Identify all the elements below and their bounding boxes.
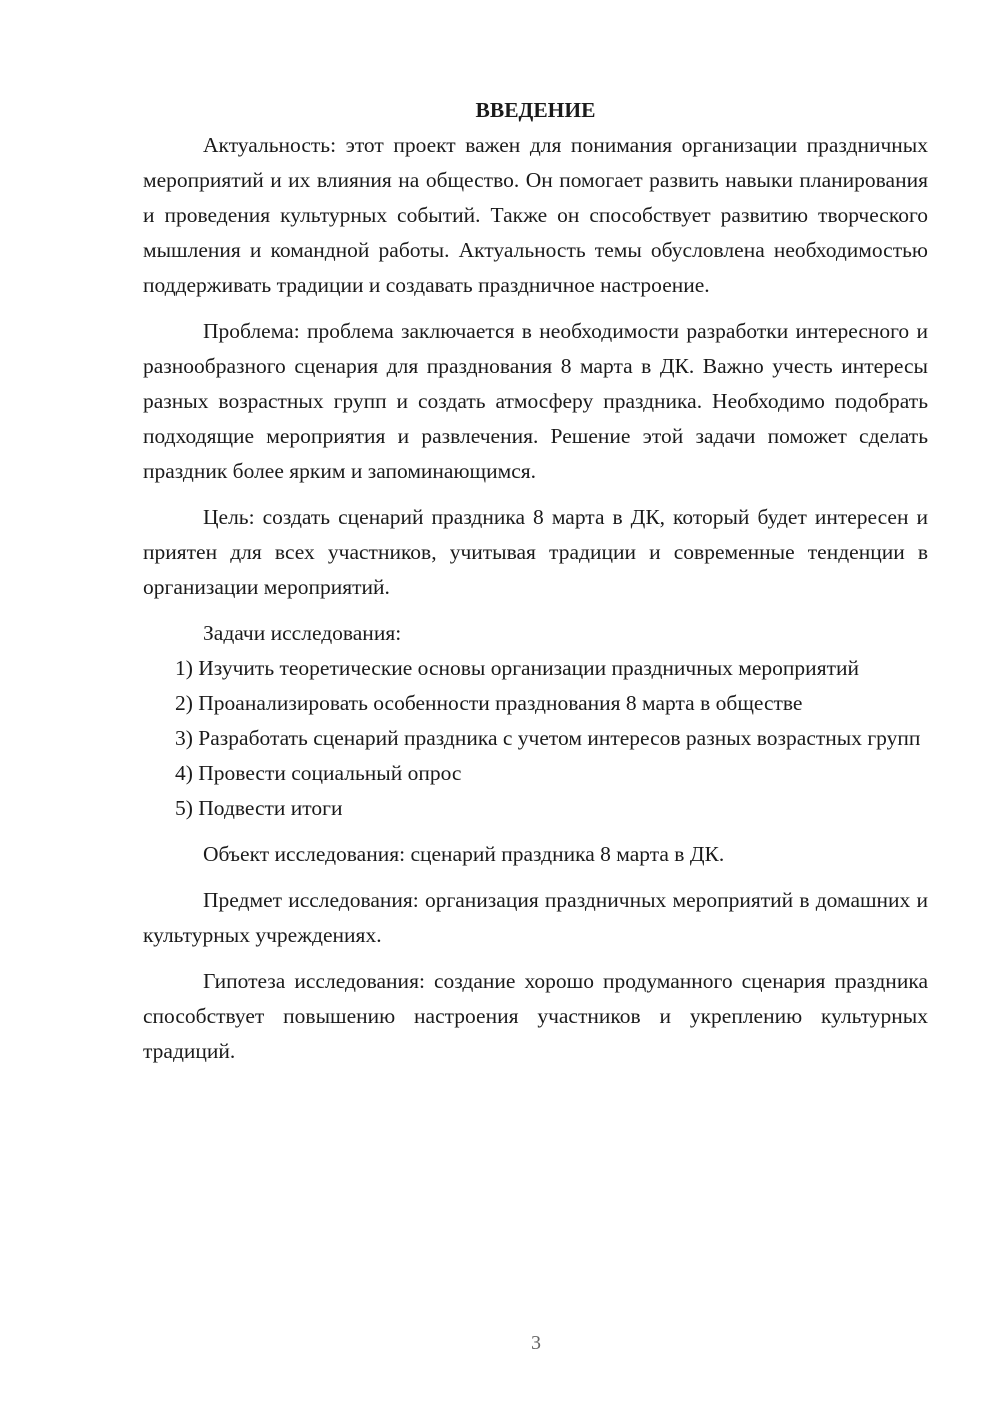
page-content [143, 93, 928, 1069]
paragraph-tasks-title: Задачи исследования: [203, 621, 402, 645]
section-heading: ВВЕДЕНИЕ [475, 98, 596, 122]
task-item-1: 1) Изучить теоретические основы организации праздничных мероприятий [175, 656, 859, 680]
paragraph-object: Объект исследования: сценарий праздника 8 марта в ДК. [203, 842, 725, 866]
paragraph-relevance: Актуальность: этот проект важен для понимания организации праздничных мероприятий и их влияния на общество. Он помогает развить навыки планирования и проведения культурных событий. Также он способствует развитию творческого мышления и командной работы. Актуальность темы обусловлена необходимостью поддерживать традиции и создавать праздничное настроение. [143, 133, 928, 297]
task-item-3: 3) Разработать сценарий праздника с учетом интересов разных возрастных групп [175, 726, 921, 750]
paragraph-goal: Цель: создать сценарий праздника 8 марта в ДК, который будет интересен и приятен для всех участников, учитывая традиции и современные тенденции в организации мероприятий. [143, 505, 928, 599]
paragraph-problem: Проблема: проблема заключается в необходимости разработки интересного и разнообразного сценария для празднования 8 марта в ДК. Важно учесть интересы разных возрастных групп и создать атмосферу праздника. Необходимо подобрать подходящие мероприятия и развлечения. Решение этой задачи поможет сделать праздник более ярким и запоминающимся. [143, 319, 928, 483]
paragraph-hypothesis: Гипотеза исследования: создание хорошо продуманного сценария праздника способствует повышению настроения участников и укреплению культурных традиций. [143, 969, 928, 1063]
task-item-5: 5) Подвести итоги [175, 796, 343, 820]
task-item-4: 4) Провести социальный опрос [175, 761, 462, 785]
paragraph-subject: Предмет исследования: организация праздничных мероприятий в домашних и культурных учреждениях. [143, 888, 928, 947]
task-item-2: 2) Проанализировать особенности празднования 8 марта в обществе [175, 691, 803, 715]
page-number: 3 [531, 1332, 541, 1354]
